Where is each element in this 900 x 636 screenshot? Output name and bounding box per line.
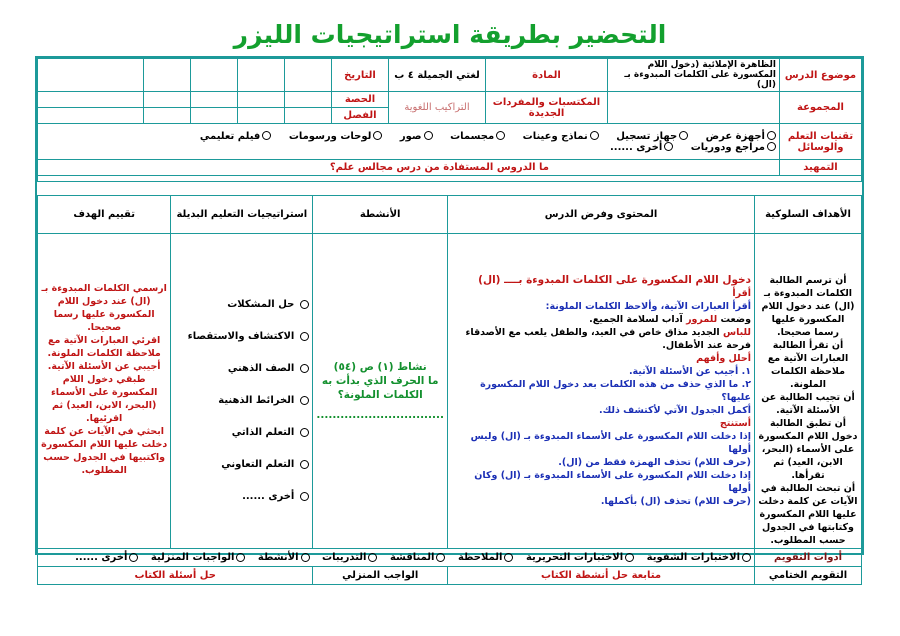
tool-option[interactable]: أجهزة عرض	[706, 131, 776, 142]
eval-tools-options	[38, 549, 755, 567]
class-label: الفصل	[332, 108, 389, 124]
radio-icon	[368, 553, 377, 562]
radio-icon	[424, 131, 433, 140]
radio-icon	[300, 460, 309, 469]
tool-option[interactable]: نماذج وعينات	[523, 131, 599, 142]
tool-option[interactable]: مراجع ودوريات	[691, 142, 776, 153]
objective-item: أن تقرأ الطالبة العبارات الآتية مع ملاحظة الكلمات الملونة.	[767, 340, 849, 390]
assessment-item: ابحثي في الآيات عن كلمة دخلت عليها اللام المكسورة واكتبيها في الجدول حسب المطلوب.	[41, 426, 168, 476]
tool-option[interactable]: لوحات ورسومات	[289, 131, 383, 142]
rule-1: إذا دخلت اللام المكسورة على الأسماء المبدوءة بـ (ال) وليس أولها	[470, 431, 751, 455]
complete-instruction: أكمل الجدول الآتي لأكتشف ذلك.	[598, 405, 751, 416]
class-cell-3[interactable]	[191, 108, 238, 124]
eval-option[interactable]: الواجبات المنزلية	[151, 552, 246, 563]
homework-label: الواجب المنزلي	[313, 567, 448, 585]
strategy-item[interactable]: أخرى ......	[174, 491, 309, 502]
strategies-list	[174, 299, 309, 502]
objective-item: أن تجيب الطالبة عن الأسئلة الآتية.	[761, 392, 855, 416]
radio-icon	[300, 492, 309, 501]
activities-cell	[313, 234, 448, 549]
material-label: المادة	[486, 59, 608, 92]
objectives-header: الأهداف السلوكية	[755, 196, 862, 234]
activities-header: الأنشطة	[313, 196, 448, 234]
date-cell-2[interactable]	[238, 59, 285, 92]
content-header: المحتوى وفرض الدرس	[448, 196, 755, 234]
period-cell-3[interactable]	[191, 92, 238, 108]
rule-2-detail: (حرف اللام) تحذف (ال) بأكملها.	[600, 496, 751, 507]
date-cell-5[interactable]	[38, 59, 144, 92]
strategies-header: استراتيجيات التعليم البديلة	[171, 196, 313, 234]
spacer-row	[38, 176, 862, 182]
eval-option[interactable]: أخرى ......	[75, 552, 138, 563]
eval-option[interactable]: التدريبات	[322, 552, 377, 563]
rule-1-detail: (حرف اللام) تحذف الهمزة فقط من (ال).	[558, 457, 751, 468]
strategy-item[interactable]: التعلم التعاوني	[174, 459, 309, 470]
question-1: ١. أجيب عن الأسئلة الآتية.	[628, 366, 751, 377]
radio-icon	[300, 396, 309, 405]
assessment-header: تقييم الهدف	[38, 196, 171, 234]
gains-value: التراكيب اللغوية	[389, 92, 486, 124]
tools-line-1	[41, 131, 776, 142]
activity-text: ما الحرف الذي بدأت به الكلمات الملونة؟	[321, 375, 439, 401]
sentence-1: وضعت للمرور آداب لسلامة الجميع.	[589, 314, 751, 325]
page-title: التحضير بطريقة استراتيجيات الليزر	[233, 20, 667, 49]
activity-title: نشاط (١) ص (٥٤)	[333, 361, 427, 373]
objective-item: أن تبحث الطالبة في الآيات عن كلمة دخلت عليها اللام المكسورة وكتابتها في الجدول حسب المطلوب.	[758, 483, 858, 546]
tools-line-2	[41, 142, 776, 153]
class-cell-2[interactable]	[238, 108, 285, 124]
date-cell-1[interactable]	[285, 59, 332, 92]
strategy-item[interactable]: الاكتشاف والاستقصاء	[174, 331, 309, 342]
eval-option[interactable]: المناقشة	[390, 552, 446, 563]
tool-option[interactable]: مجسمات	[450, 131, 505, 142]
radio-icon	[590, 131, 599, 140]
date-cell-3[interactable]	[191, 59, 238, 92]
radio-icon	[300, 428, 309, 437]
radio-icon	[236, 553, 245, 562]
rule-2: إذا دخلت اللام المكسورة على الأسماء المبدوءة بـ (ال) وكان أولها	[474, 470, 751, 494]
strategy-item[interactable]: الخرائط الذهنية	[174, 395, 309, 406]
strategy-item[interactable]: الصف الذهني	[174, 363, 309, 374]
tool-option[interactable]: جهاز تسجيل	[616, 131, 688, 142]
subject-value: الظاهرة الإملائية (دخول اللام المكسورة على الكلمات المبدوءة بـ (ال)	[608, 59, 780, 92]
assessment-item: أجيبي عن الأسئلة الآتية.	[47, 361, 161, 372]
radio-icon	[625, 553, 634, 562]
objective-item: أن ترسم الطالبة الكلمات المبدوءة بـ (ال) عند دخول اللام المكسورة عليها رسما صحيحا.	[761, 275, 855, 338]
info-table	[37, 58, 862, 182]
radio-icon	[436, 553, 445, 562]
radio-icon	[300, 364, 309, 373]
read-heading: أقرأ	[732, 288, 751, 299]
group-label: المجموعة	[780, 92, 862, 124]
radio-icon	[300, 300, 309, 309]
radio-icon	[679, 131, 688, 140]
radio-icon	[767, 131, 776, 140]
group-value[interactable]	[608, 92, 780, 124]
eval-option[interactable]: الاختبارات التحريرية	[526, 552, 634, 563]
tools-options	[38, 124, 780, 160]
tool-option[interactable]: أخرى ......	[610, 142, 673, 153]
read-instruction: أقرأ العبارات الآتية، وألاحظ الكلمات الملونة:	[545, 301, 751, 312]
period-cell-4[interactable]	[144, 92, 191, 108]
intro-text: ما الدروس المستفادة من درس مجالس علم؟	[38, 160, 780, 176]
period-label: الحصة	[332, 92, 389, 108]
final-label: التقويم الختامي	[755, 567, 862, 585]
date-cell-4[interactable]	[144, 59, 191, 92]
radio-icon	[504, 553, 513, 562]
deduce-heading: أستنتج	[719, 418, 751, 429]
question-2: ٢. ما الذي حذف من هذه الكلمات بعد دخول اللام المكسورة عليها؟	[480, 379, 751, 403]
eval-option[interactable]: الملاحظة	[458, 552, 514, 563]
subject-label: موضوع الدرس	[780, 59, 862, 92]
radio-icon	[767, 142, 776, 151]
radio-icon	[373, 131, 382, 140]
strategy-item[interactable]: التعلم الذاتي	[174, 427, 309, 438]
tool-option[interactable]: فيلم تعليمي	[200, 131, 271, 142]
assessment-item: ارسمي الكلمات المبدوءة بـ (ال) عند دخول اللام المكسورة عليها رسما صحيحا.	[41, 283, 167, 333]
radio-icon	[262, 131, 271, 140]
period-cell-5[interactable]	[38, 92, 144, 108]
gains-label: المكتسبات والمفردات الجديدة	[486, 92, 608, 124]
eval-option[interactable]: الاختبارات الشفوية	[647, 552, 751, 563]
assessment-item: طبقي دخول اللام المكسورة على الأسماء (البحر، الابن، العيد) ثم اقرئيها.	[50, 374, 158, 424]
strategy-item[interactable]: حل المشكلات	[174, 299, 309, 310]
period-cell-1[interactable]	[285, 92, 332, 108]
assessment-cell	[38, 234, 171, 549]
radio-icon	[129, 553, 138, 562]
date-label: التاريخ	[332, 59, 389, 92]
final-value: متابعة حل أنشطة الكتاب	[448, 567, 755, 585]
radio-icon	[301, 553, 310, 562]
radio-icon	[496, 131, 505, 140]
class-cell-4[interactable]	[144, 108, 191, 124]
objective-item: أن تطبق الطالبة دخول اللام المكسورة على الأسماء (البحر، الابن، العيد) ثم تقرأها.	[758, 418, 858, 481]
radio-icon	[300, 332, 309, 341]
radio-icon	[664, 142, 673, 151]
period-cell-2[interactable]	[238, 92, 285, 108]
main-table	[37, 195, 862, 585]
assessment-item: اقرئي العبارات الآتية مع ملاحظة الكلمات الملونة.	[47, 335, 161, 359]
intro-label: التمهيد	[780, 160, 862, 176]
material-value: لغتي الجميلة ٤ ب	[389, 59, 486, 92]
eval-tools-label: أدوات التقويم	[755, 549, 862, 567]
class-cell-1[interactable]	[285, 108, 332, 124]
content-heading: دخول اللام المكسورة على الكلمات المبدوءة بــــ (ال)	[478, 274, 751, 286]
tools-label: تقنيات التعلم والوسائل	[780, 124, 862, 160]
homework-value: حل أسئلة الكتاب	[38, 567, 313, 585]
strategies-cell	[171, 234, 313, 549]
class-cell-5[interactable]	[38, 108, 144, 124]
eval-option[interactable]: الأنشطة	[258, 552, 310, 563]
activity-dots: ................................	[316, 409, 444, 421]
content-cell	[448, 234, 755, 549]
tool-option[interactable]: صور	[400, 131, 433, 142]
objectives-cell	[755, 234, 862, 549]
sentence-2: للباس الجديد مذاق خاص في العيد، والطفل يلعب مع الأصدقاء فرحة عند الأطفال.	[465, 327, 751, 351]
analyze-heading: أحلل وأفهم	[696, 353, 751, 364]
radio-icon	[742, 553, 751, 562]
